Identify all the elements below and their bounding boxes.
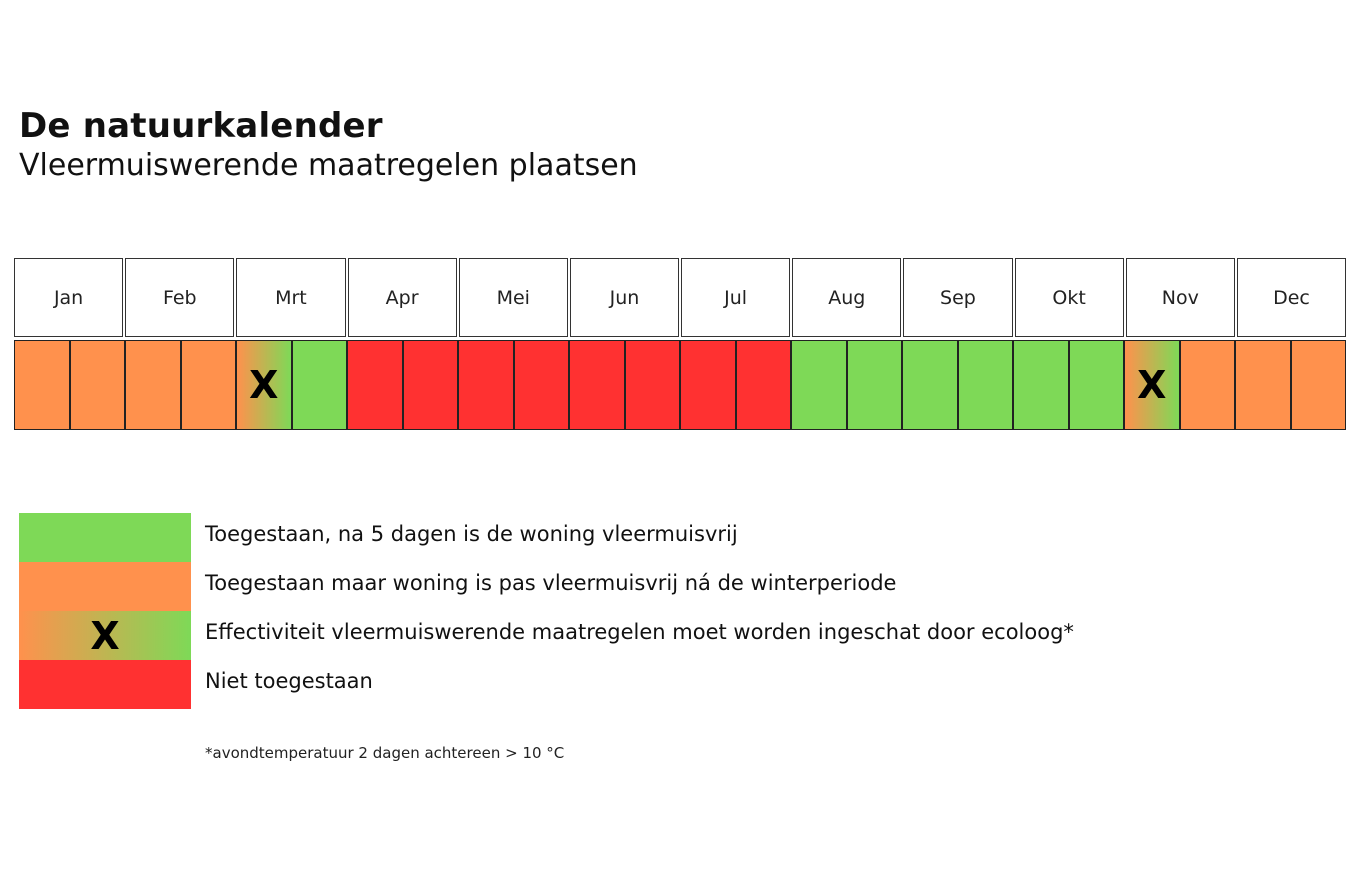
month-cell-apr: Apr [348, 258, 457, 337]
month-cell-okt: Okt [1015, 258, 1124, 337]
period-cell-red [515, 341, 571, 429]
legend-label: Effectiviteit vleermuiswerende maatregelen moet worden ingeschat door ecoloog* [205, 620, 1074, 644]
period-status-row [14, 340, 1346, 430]
month-cell-jan: Jan [14, 258, 123, 337]
period-cell-green [1014, 341, 1070, 429]
period-cell-orange [126, 341, 182, 429]
month-cell-mrt: Mrt [236, 258, 345, 337]
period-cell-green [293, 341, 349, 429]
month-cell-dec: Dec [1237, 258, 1346, 337]
month-cell-jun: Jun [570, 258, 679, 337]
legend-label: Toegestaan, na 5 dagen is de woning vleermuisvrij [205, 522, 738, 546]
period-cell-green [792, 341, 848, 429]
period-cell-red [459, 341, 515, 429]
period-cell-green [848, 341, 904, 429]
month-cell-aug: Aug [792, 258, 901, 337]
period-cell-transition [1125, 341, 1181, 429]
x-mark: X [90, 613, 120, 658]
month-cell-jul: Jul [681, 258, 790, 337]
x-mark: X [249, 363, 279, 407]
legend-swatch-green [19, 513, 191, 562]
period-cell-orange [1236, 341, 1292, 429]
month-cell-mei: Mei [459, 258, 568, 337]
page-title: De natuurkalender [19, 106, 383, 146]
x-mark: X [1137, 363, 1167, 407]
month-header-row [14, 258, 1346, 337]
period-cell-red [348, 341, 404, 429]
period-cell-green [959, 341, 1015, 429]
period-cell-red [681, 341, 737, 429]
legend-swatch-transition [19, 611, 191, 660]
period-cell-orange [15, 341, 71, 429]
period-cell-red [626, 341, 682, 429]
month-cell-sep: Sep [903, 258, 1012, 337]
legend-swatch-orange [19, 562, 191, 611]
period-cell-orange [1292, 341, 1346, 429]
month-cell-nov: Nov [1126, 258, 1235, 337]
period-cell-transition [237, 341, 293, 429]
page-subtitle: Vleermuiswerende maatregelen plaatsen [19, 148, 638, 183]
legend-swatch-red [19, 660, 191, 709]
legend-label: Toegestaan maar woning is pas vleermuisvrij ná de winterperiode [205, 571, 897, 595]
period-cell-red [570, 341, 626, 429]
period-cell-red [404, 341, 460, 429]
period-cell-orange [1181, 341, 1237, 429]
period-cell-red [737, 341, 793, 429]
legend-label: Niet toegestaan [205, 669, 373, 693]
footnote: *avondtemperatuur 2 dagen achtereen > 10 °C [205, 744, 565, 762]
period-cell-orange [71, 341, 127, 429]
period-cell-orange [182, 341, 238, 429]
period-cell-green [1070, 341, 1126, 429]
month-cell-feb: Feb [125, 258, 234, 337]
period-cell-green [903, 341, 959, 429]
